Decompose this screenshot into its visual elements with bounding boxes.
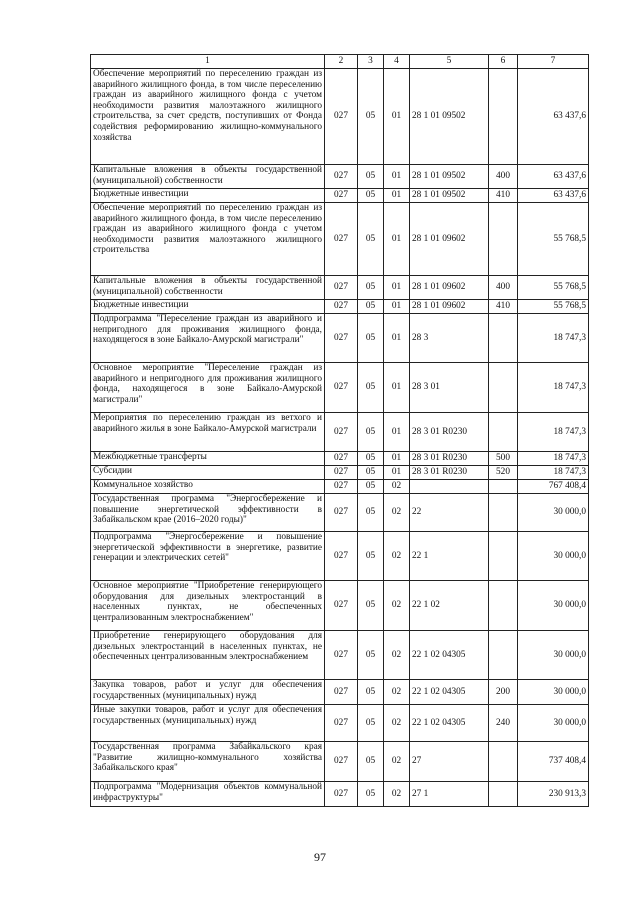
target-article-code: 28 3 01 R0230 bbox=[410, 413, 489, 452]
expense-type-code bbox=[489, 532, 518, 581]
expense-type-code: 400 bbox=[489, 165, 518, 189]
amount: 230 913,3 bbox=[518, 782, 589, 807]
table-row bbox=[91, 581, 589, 631]
header-cell: 1 bbox=[91, 55, 325, 69]
subsection-code: 01 bbox=[384, 189, 410, 203]
expense-type-code bbox=[489, 314, 518, 363]
table-row bbox=[91, 494, 589, 532]
ministry-code: 027 bbox=[325, 314, 358, 363]
amount: 63 437,6 bbox=[518, 189, 589, 203]
subsection-code: 02 bbox=[384, 631, 410, 680]
subsection-code: 01 bbox=[384, 69, 410, 165]
target-article-code: 28 1 01 09602 bbox=[410, 300, 489, 314]
amount: 18 747,3 bbox=[518, 363, 589, 413]
table-row bbox=[91, 189, 589, 203]
ministry-code: 027 bbox=[325, 276, 358, 300]
ministry-code: 027 bbox=[325, 494, 358, 532]
subsection-code: 01 bbox=[384, 165, 410, 189]
subsection-code: 02 bbox=[384, 680, 410, 705]
subsection-code: 02 bbox=[384, 581, 410, 631]
ministry-code: 027 bbox=[325, 782, 358, 807]
amount: 30 000,0 bbox=[518, 705, 589, 742]
ministry-code: 027 bbox=[325, 532, 358, 581]
expense-type-code: 520 bbox=[489, 466, 518, 480]
subsection-code: 01 bbox=[384, 203, 410, 276]
ministry-code: 027 bbox=[325, 413, 358, 452]
section-code: 05 bbox=[358, 631, 384, 680]
row-description: Коммунальное хозяйство bbox=[91, 480, 325, 494]
header-cell: 5 bbox=[410, 55, 489, 69]
section-code: 05 bbox=[358, 363, 384, 413]
table-row bbox=[91, 782, 589, 807]
target-article-code: 28 1 01 09602 bbox=[410, 276, 489, 300]
amount: 30 000,0 bbox=[518, 680, 589, 705]
table-row bbox=[91, 480, 589, 494]
table-row bbox=[91, 203, 589, 276]
expense-type-code: 410 bbox=[489, 189, 518, 203]
amount: 18 747,3 bbox=[518, 466, 589, 480]
table-row bbox=[91, 165, 589, 189]
target-article-code bbox=[410, 480, 489, 494]
section-code: 05 bbox=[358, 782, 384, 807]
subsection-code: 01 bbox=[384, 314, 410, 363]
amount: 30 000,0 bbox=[518, 494, 589, 532]
ministry-code: 027 bbox=[325, 189, 358, 203]
target-article-code: 22 1 02 04305 bbox=[410, 631, 489, 680]
target-article-code: 28 3 bbox=[410, 314, 489, 363]
amount: 63 437,6 bbox=[518, 165, 589, 189]
table-row bbox=[91, 276, 589, 300]
subsection-code: 02 bbox=[384, 782, 410, 807]
ministry-code: 027 bbox=[325, 69, 358, 165]
ministry-code: 027 bbox=[325, 480, 358, 494]
row-description: Государственная программа "Энергосбережение и повышение энергетической эффективности в Забайкальском крае (2016–2020 годы)" bbox=[91, 494, 325, 532]
header-row bbox=[91, 55, 589, 69]
target-article-code: 28 3 01 R0230 bbox=[410, 466, 489, 480]
header-cell: 6 bbox=[489, 55, 518, 69]
expense-type-code bbox=[489, 480, 518, 494]
subsection-code: 02 bbox=[384, 742, 410, 782]
amount: 55 768,5 bbox=[518, 203, 589, 276]
subsection-code: 01 bbox=[384, 300, 410, 314]
table-row bbox=[91, 452, 589, 466]
target-article-code: 28 3 01 R0230 bbox=[410, 452, 489, 466]
target-article-code: 27 1 bbox=[410, 782, 489, 807]
subsection-code: 01 bbox=[384, 452, 410, 466]
expense-type-code: 240 bbox=[489, 705, 518, 742]
amount: 55 768,5 bbox=[518, 300, 589, 314]
row-description: Субсидии bbox=[91, 466, 325, 480]
row-description: Обеспечение мероприятий по переселению граждан из аварийного жилищного фонда, в том числе переселению граждан из аварийного жилищного фонда с учетом необходимости развития малоэтажного жилищного строительства, за счет средств, поступивших от Фонда содействия реформированию жилищно-коммунального хозяйства bbox=[91, 69, 325, 165]
target-article-code: 22 1 02 04305 bbox=[410, 680, 489, 705]
expense-type-code bbox=[489, 742, 518, 782]
target-article-code: 22 1 bbox=[410, 532, 489, 581]
section-code: 05 bbox=[358, 413, 384, 452]
ministry-code: 027 bbox=[325, 165, 358, 189]
row-description: Подпрограмма "Переселение граждан из аварийного и непригодного для проживания жилищного фонда, находящегося в зоне Байкало-Амурской магистрали" bbox=[91, 314, 325, 363]
expense-type-code bbox=[489, 363, 518, 413]
section-code: 05 bbox=[358, 165, 384, 189]
amount: 30 000,0 bbox=[518, 532, 589, 581]
expense-type-code: 200 bbox=[489, 680, 518, 705]
row-description: Государственная программа Забайкальского края "Развитие жилищно-коммунального хозяйства Забайкальского края" bbox=[91, 742, 325, 782]
amount: 18 747,3 bbox=[518, 452, 589, 466]
expense-type-code bbox=[489, 494, 518, 532]
amount: 30 000,0 bbox=[518, 631, 589, 680]
target-article-code: 28 1 01 09502 bbox=[410, 69, 489, 165]
expense-type-code bbox=[489, 581, 518, 631]
table-row bbox=[91, 363, 589, 413]
subsection-code: 02 bbox=[384, 705, 410, 742]
ministry-code: 027 bbox=[325, 631, 358, 680]
amount: 767 408,4 bbox=[518, 480, 589, 494]
amount: 18 747,3 bbox=[518, 314, 589, 363]
row-description: Приобретение генерирующего оборудования для дизельных электростанций в населенных пунктах, не обеспеченных централизованным электроснабжением bbox=[91, 631, 325, 680]
table-row bbox=[91, 300, 589, 314]
section-code: 05 bbox=[358, 466, 384, 480]
section-code: 05 bbox=[358, 189, 384, 203]
subsection-code: 02 bbox=[384, 494, 410, 532]
amount: 55 768,5 bbox=[518, 276, 589, 300]
row-description: Иные закупки товаров, работ и услуг для обеспечения государственных (муниципальных) нужд bbox=[91, 705, 325, 742]
header-cell: 3 bbox=[358, 55, 384, 69]
expense-type-code: 410 bbox=[489, 300, 518, 314]
ministry-code: 027 bbox=[325, 581, 358, 631]
row-description: Обеспечение мероприятий по переселению граждан из аварийного жилищного фонда, в том числе переселению граждан из аварийного жилищного фонда с учетом необходимости развития малоэтажного жилищного строительства bbox=[91, 203, 325, 276]
table-row bbox=[91, 413, 589, 452]
expense-type-code: 400 bbox=[489, 276, 518, 300]
table-row bbox=[91, 69, 589, 165]
table-row bbox=[91, 314, 589, 363]
target-article-code: 22 1 02 bbox=[410, 581, 489, 631]
expense-type-code: 500 bbox=[489, 452, 518, 466]
expense-type-code bbox=[489, 631, 518, 680]
row-description: Бюджетные инвестиции bbox=[91, 189, 325, 203]
section-code: 05 bbox=[358, 203, 384, 276]
row-description: Бюджетные инвестиции bbox=[91, 300, 325, 314]
row-description: Межбюджетные трансферты bbox=[91, 452, 325, 466]
amount: 63 437,6 bbox=[518, 69, 589, 165]
section-code: 05 bbox=[358, 680, 384, 705]
amount: 18 747,3 bbox=[518, 413, 589, 452]
subsection-code: 01 bbox=[384, 466, 410, 480]
section-code: 05 bbox=[358, 452, 384, 466]
row-description: Основное мероприятие "Переселение граждан из аварийного и непригодного для проживания жилищного фонда, находящегося в зоне Байкало-Амурской магистрали" bbox=[91, 363, 325, 413]
ministry-code: 027 bbox=[325, 742, 358, 782]
budget-table bbox=[90, 54, 589, 807]
ministry-code: 027 bbox=[325, 452, 358, 466]
section-code: 05 bbox=[358, 494, 384, 532]
table-row bbox=[91, 631, 589, 680]
target-article-code: 28 1 01 09602 bbox=[410, 203, 489, 276]
target-article-code: 22 1 02 04305 bbox=[410, 705, 489, 742]
row-description: Подпрограмма "Энергосбережение и повышение энергетической эффективности в энергетике, развитие генерации и электрических сетей" bbox=[91, 532, 325, 581]
page-number: 97 bbox=[314, 850, 326, 864]
subsection-code: 01 bbox=[384, 413, 410, 452]
header-cell: 7 bbox=[518, 55, 589, 69]
amount: 30 000,0 bbox=[518, 581, 589, 631]
section-code: 05 bbox=[358, 300, 384, 314]
section-code: 05 bbox=[358, 742, 384, 782]
header-cell: 4 bbox=[384, 55, 410, 69]
row-description: Капитальные вложения в объекты государственной (муниципальной) собственности bbox=[91, 276, 325, 300]
expense-type-code bbox=[489, 413, 518, 452]
target-article-code: 27 bbox=[410, 742, 489, 782]
table-row bbox=[91, 532, 589, 581]
table-row bbox=[91, 466, 589, 480]
section-code: 05 bbox=[358, 276, 384, 300]
row-description: Мероприятия по переселению граждан из ветхого и аварийного жилья в зоне Байкало-Амурской магистрали bbox=[91, 413, 325, 452]
subsection-code: 01 bbox=[384, 363, 410, 413]
target-article-code: 28 1 01 09502 bbox=[410, 165, 489, 189]
subsection-code: 01 bbox=[384, 276, 410, 300]
subsection-code: 02 bbox=[384, 480, 410, 494]
ministry-code: 027 bbox=[325, 300, 358, 314]
expense-type-code bbox=[489, 69, 518, 165]
row-description: Закупка товаров, работ и услуг для обеспечения государственных (муниципальных) нужд bbox=[91, 680, 325, 705]
section-code: 05 bbox=[358, 480, 384, 494]
expense-type-code bbox=[489, 203, 518, 276]
ministry-code: 027 bbox=[325, 705, 358, 742]
amount: 737 408,4 bbox=[518, 742, 589, 782]
section-code: 05 bbox=[358, 532, 384, 581]
table-row bbox=[91, 705, 589, 742]
ministry-code: 027 bbox=[325, 680, 358, 705]
section-code: 05 bbox=[358, 69, 384, 165]
header-cell: 2 bbox=[325, 55, 358, 69]
row-description: Основное мероприятие "Приобретение генерирующего оборудования для дизельных электростанций в населенных пунктах, не обеспеченных централизованным электроснабжением" bbox=[91, 581, 325, 631]
target-article-code: 28 3 01 bbox=[410, 363, 489, 413]
section-code: 05 bbox=[358, 314, 384, 363]
row-description: Капитальные вложения в объекты государственной (муниципальной) собственности bbox=[91, 165, 325, 189]
target-article-code: 22 bbox=[410, 494, 489, 532]
expense-type-code bbox=[489, 782, 518, 807]
row-description: Подпрограмма "Модернизация объектов коммунальной инфраструктуры" bbox=[91, 782, 325, 807]
table-row bbox=[91, 680, 589, 705]
section-code: 05 bbox=[358, 705, 384, 742]
ministry-code: 027 bbox=[325, 466, 358, 480]
ministry-code: 027 bbox=[325, 203, 358, 276]
section-code: 05 bbox=[358, 581, 384, 631]
subsection-code: 02 bbox=[384, 532, 410, 581]
target-article-code: 28 1 01 09502 bbox=[410, 189, 489, 203]
table-row bbox=[91, 742, 589, 782]
ministry-code: 027 bbox=[325, 363, 358, 413]
